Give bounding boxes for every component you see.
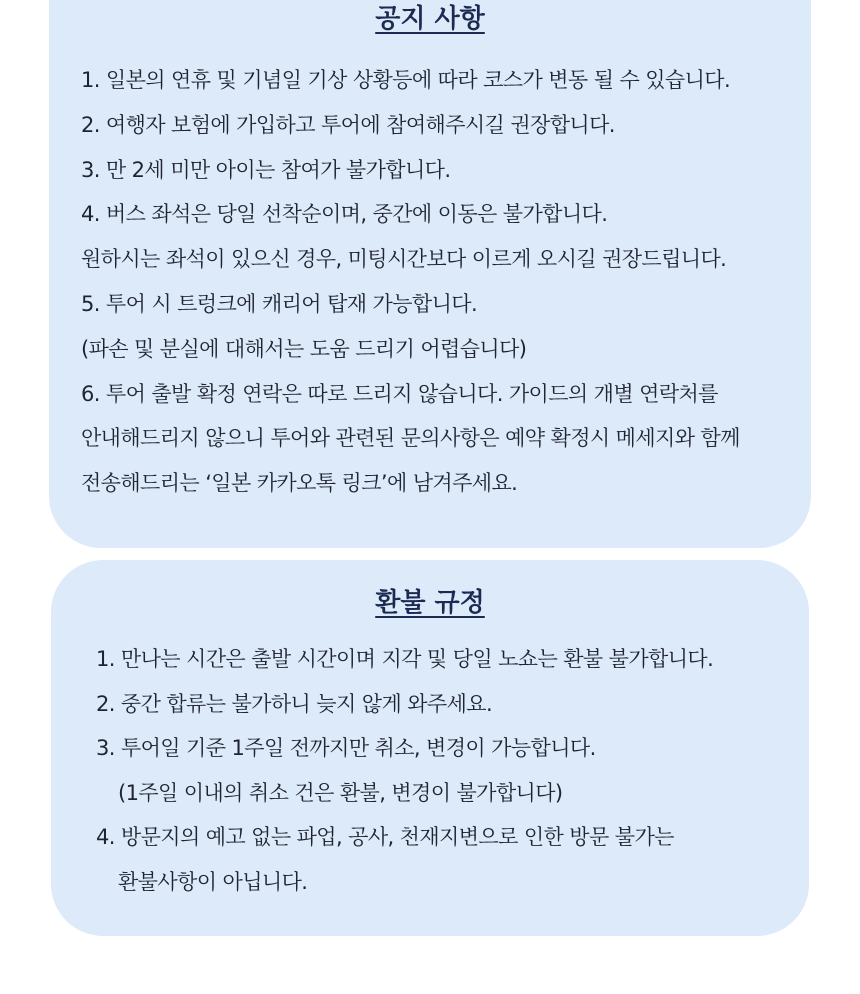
notice-line: 3. 만 2세 미만 아이는 참여가 불가합니다.: [81, 157, 451, 182]
refund-line: 3. 투어일 기준 1주일 전까지만 취소, 변경이 가능합니다.: [96, 736, 596, 761]
notice-line: 2. 여행자 보험에 가입하고 투어에 참여해주시길 권장합니다.: [81, 112, 615, 137]
notice-line: (파손 및 분실에 대해서는 도움 드리기 어렵습니다): [81, 336, 527, 361]
notice-line: 6. 투어 출발 확정 연락은 따로 드리지 않습니다. 가이드의 개별 연락처를: [81, 381, 718, 406]
refund-title: 환불 규정: [375, 588, 485, 618]
refund-line: 1. 만나는 시간은 출발 시간이며 지각 및 당일 노쇼는 환불 불가합니다.: [96, 647, 714, 671]
notice-line: 전송해드리는 ‘일본 카카오톡 링크’에 남겨주세요.: [81, 471, 518, 496]
notice-card: [49, 0, 811, 548]
notice-line: 원하시는 좌석이 있으신 경우, 미팅시간보다 이르게 오시길 권장드립니다.: [81, 247, 727, 272]
notice-line: 4. 버스 좌석은 당일 선착순이며, 중간에 이동은 불가합니다.: [81, 202, 608, 227]
notice-line: 5. 투어 시 트렁크에 캐리어 탑재 가능합니다.: [81, 291, 478, 316]
notice-line: 1. 일본의 연휴 및 기념일 기상 상황등에 따라 코스가 변동 될 수 있습니다.: [81, 68, 731, 92]
refund-line: 환불사항이 아닙니다.: [118, 869, 308, 894]
refund-card: [51, 560, 809, 936]
notice-list: [81, 58, 740, 506]
refund-line: 4. 방문지의 예고 없는 파업, 공사, 천재지변으로 인한 방문 불가는: [96, 825, 674, 850]
refund-line: (1주일 이내의 취소 건은 환불, 변경이 불가합니다): [118, 780, 563, 805]
refund-line: 2. 중간 합류는 불가하니 늦지 않게 와주세요.: [96, 691, 493, 716]
notice-title: 공지 사항: [375, 4, 485, 34]
refund-list: [96, 637, 713, 905]
notice-line: 안내해드리지 않으니 투어와 관련된 문의사항은 예약 확정시 메세지와 함께: [81, 426, 740, 451]
